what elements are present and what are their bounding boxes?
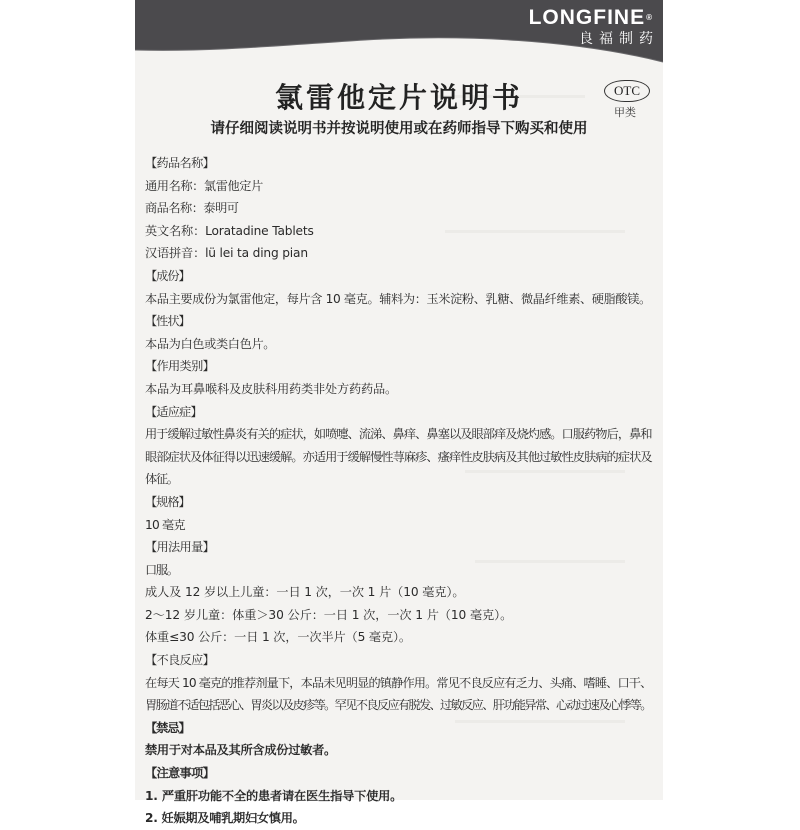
brand-name: LONGFINE®: [528, 6, 653, 29]
english-name-line: 英文名称：Loratadine Tablets: [145, 223, 314, 238]
section-heading-contraindications: 【禁忌】: [145, 720, 190, 735]
section-heading-strength: 【规格】: [145, 494, 190, 509]
section-heading-adverse-reactions: 【不良反应】: [145, 653, 215, 668]
indications-text: 眼部症状及体征得以迅速缓解。亦适用于缓解慢性荨麻疹、瘙痒性皮肤病及其他过敏性皮肤病的症状及: [145, 449, 652, 464]
precaution-item: 1. 严重肝功能不全的患者请在医生指导下使用。: [145, 788, 403, 803]
brand-logo: [528, 6, 659, 48]
dosage-text: 2～12 岁儿童：体重＞30 公斤：一日 1 次，一次 1 片（10 毫克）。: [145, 607, 513, 622]
brand-chinese-name: 良福制药: [579, 31, 659, 47]
section-heading-drug-name: 【药品名称】: [145, 156, 215, 170]
pinyin-name-line: 汉语拼音：lü lei ta ding pian: [145, 246, 308, 261]
generic-name-line: 通用名称：氯雷他定片: [145, 178, 263, 193]
otc-class-label: 甲类: [614, 106, 636, 119]
leaflet-body: [145, 152, 655, 830]
ingredients-text: 本品主要成份为氯雷他定，每片含 10 毫克。辅料为：玉米淀粉、乳糖、微晶纤维素、硬脂酸镁。: [145, 291, 651, 306]
precaution-item: 2. 妊娠期及哺乳期妇女慎用。: [145, 811, 305, 826]
section-heading-appearance: 【性状】: [145, 314, 190, 329]
leaflet-sheet: [135, 0, 663, 826]
section-heading-category: 【作用类别】: [145, 359, 215, 374]
adverse-reactions-text: 胃肠道不适包括恶心、胃炎以及皮疹等。罕见不良反应有脱发、过敏反应、肝功能异常、心动过速及心悸等。: [145, 698, 651, 713]
category-text: 本品为耳鼻喉科及皮肤科用药类非处方药药品。: [145, 381, 397, 396]
dosage-text: 成人及 12 岁以上儿童：一日 1 次，一次 1 片（10 毫克）。: [145, 585, 465, 600]
section-heading-dosage: 【用法用量】: [145, 540, 215, 555]
adverse-reactions-text: 在每天 10 毫克的推荐剂量下，本品未见明显的镇静作用。常见不良反应有乏力、头痛、嗜睡、口干、: [145, 675, 652, 690]
otc-badge: OTC: [604, 80, 650, 102]
indications-text: 用于缓解过敏性鼻炎有关的症状，如喷嚏、流涕、鼻痒、鼻塞以及眼部痒及烧灼感。口服药物后，鼻和: [145, 427, 652, 442]
indications-text: 体征。: [145, 472, 178, 487]
usage-instruction-subtitle: 请仔细阅读说明书并按说明使用或在药师指导下购买和使用: [210, 121, 588, 137]
contraindications-text: 禁用于对本品及其所含成份过敏者。: [145, 743, 336, 758]
section-heading-ingredients: 【成份】: [145, 268, 190, 283]
strength-text: 10 毫克: [145, 517, 185, 532]
dosage-text: 体重≤30 公斤：一日 1 次，一次半片（5 毫克）。: [145, 630, 411, 645]
document-title: 氯雷他定片说明书: [274, 81, 523, 114]
section-heading-precautions: 【注意事项】: [145, 766, 215, 781]
trade-name-line: 商品名称：泰明可: [145, 201, 239, 216]
dosage-text: 口服。: [145, 562, 178, 577]
section-heading-indications: 【适应症】: [145, 404, 202, 419]
appearance-text: 本品为白色或类白色片。: [145, 336, 276, 351]
